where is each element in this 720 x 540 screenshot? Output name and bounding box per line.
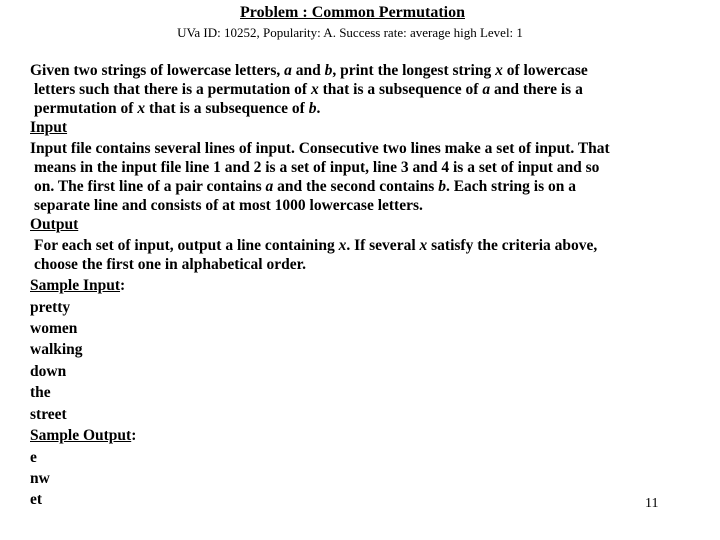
- sample-input-heading: Sample Input:: [30, 277, 126, 294]
- sample-input-line: walking: [30, 341, 83, 358]
- sample-input-line: women: [30, 320, 78, 337]
- description-line-3: permutation of x that is a subsequence of b.: [34, 100, 321, 117]
- problem-meta: UVa ID: 10252, Popularity: A. Success rate: average high Level: 1: [177, 25, 523, 40]
- sample-output-line: e: [30, 449, 37, 466]
- output-heading: Output: [30, 216, 79, 233]
- input-line-4: separate line and consists of at most 1000 lowercase letters.: [34, 197, 423, 214]
- description-line-2: letters such that there is a permutation of x that is a subsequence of a and there is a: [34, 81, 583, 98]
- input-heading: Input: [30, 119, 68, 136]
- input-line-3: on. The first line of a pair contains a and the second contains b. Each string is on a: [34, 178, 577, 195]
- sample-output-line: nw: [30, 470, 50, 487]
- input-line-1: Input file contains several lines of input. Consecutive two lines make a set of input. That: [30, 140, 610, 157]
- sample-input-line: the: [30, 384, 51, 401]
- input-line-2: means in the input file line 1 and 2 is a set of input, line 3 and 4 is a set of input and so: [34, 159, 600, 176]
- output-line-1: For each set of input, output a line containing x. If several x satisfy the criteria above,: [34, 237, 598, 254]
- problem-title: Problem : Common Permutation: [240, 4, 465, 21]
- output-line-2: choose the first one in alphabetical order.: [34, 256, 306, 273]
- description-line-1: Given two strings of lowercase letters, a and b, print the longest string x of lowercase: [30, 62, 588, 79]
- sample-input-line: down: [30, 363, 67, 380]
- sample-input-line: street: [30, 406, 67, 423]
- sample-input-line: pretty: [30, 299, 71, 316]
- page-number: 11: [645, 496, 659, 511]
- sample-output-heading: Sample Output:: [30, 427, 137, 444]
- sample-output-line: et: [30, 491, 43, 508]
